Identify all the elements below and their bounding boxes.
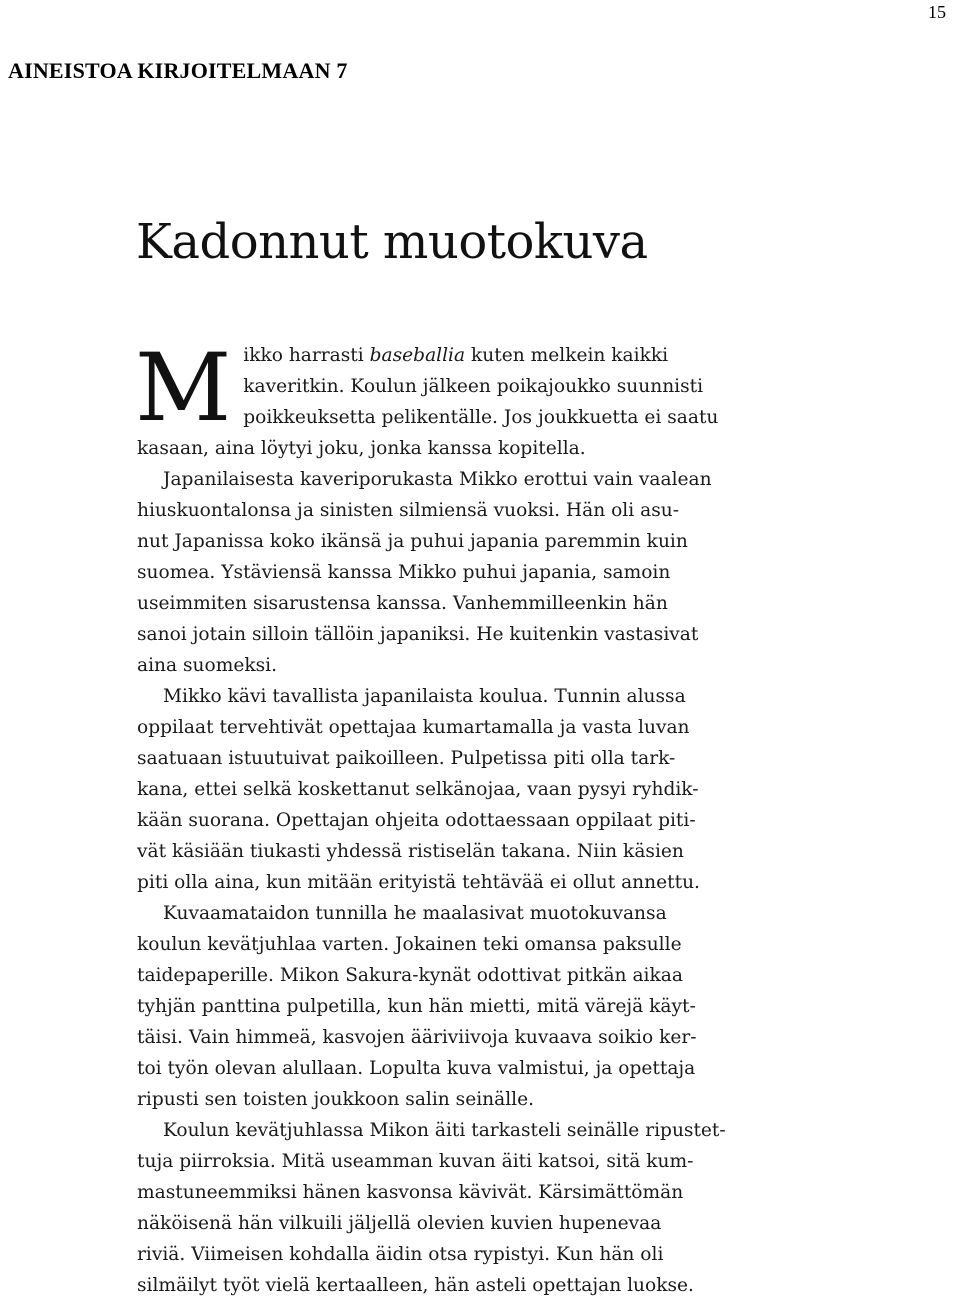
text-line: suomea. Ystäviensä kanssa Mikko puhui japania, samoin [137, 562, 671, 583]
text-line: Kuvaamataidon tunnilla he maalasivat muotokuvansa [163, 903, 667, 924]
text-line: piti olla aina, kun mitään erityistä tehtävää ei ollut annettu. [137, 872, 700, 893]
text-line: näköisenä hän vilkuili jäljellä olevien kuvien hupenevaa [137, 1213, 662, 1234]
text-line: taidepaperille. Mikon Sakura-kynät odottivat pitkän aikaa [137, 965, 683, 986]
text-line: sanoi jotain silloin tällöin japaniksi. He kuitenkin vastasivat [137, 624, 699, 645]
paragraph-1 [135, 334, 787, 464]
text-line: saatuaan istuutuivat paikoilleen. Pulpetissa piti olla tark- [137, 748, 676, 769]
paragraph-2 [137, 464, 787, 681]
text-line: kasaan, aina löytyi joku, jonka kanssa kopitella. [137, 438, 586, 459]
paragraph-4 [137, 898, 787, 1115]
text-line: tyhjän panttina pulpetilla, kun hän mietti, mitä värejä käyt- [137, 996, 696, 1017]
text-line: kään suorana. Opettajan ohjeita odottaessaan oppilaat piti- [137, 810, 696, 831]
text-line: oppilaat tervehtivät opettajaa kumartamalla ja vasta luvan [137, 717, 690, 738]
page-title: Kadonnut muotokuva [136, 214, 648, 270]
text-line: mastuneemmiksi hänen kasvonsa kävivät. Kärsimättömän [137, 1182, 684, 1203]
text-line: kaveritkin. Koulun jälkeen poikajoukko suunnisti [243, 376, 704, 397]
paragraph-5 [137, 1115, 787, 1301]
text-line: kana, ettei selkä koskettanut selkänojaa, vaan pysyi ryhdik- [137, 779, 699, 800]
page-number: 15 [928, 2, 946, 22]
text-line: vät käsiään tiukasti yhdessä ristiselän takana. Niin käsien [137, 841, 684, 862]
drop-cap: M [135, 334, 232, 443]
text-line: Koulun kevätjuhlassa Mikon äiti tarkasteli seinälle ripustet- [163, 1120, 726, 1141]
section-label: AINEISTOA KIRJOITELMAAN 7 [8, 58, 348, 83]
paragraph-3 [137, 681, 787, 898]
text-line: koulun kevätjuhlaa varten. Jokainen teki omansa paksulle [137, 934, 682, 955]
text-line: nut Japanissa koko ikänsä ja puhui japania paremmin kuin [137, 531, 688, 552]
text-line: aina suomeksi. [137, 655, 278, 676]
text-line: riviä. Viimeisen kohdalla äidin otsa rypistyi. Kun hän oli [137, 1244, 664, 1265]
text-line: toi työn olevan alullaan. Lopulta kuva valmistui, ja opettaja [137, 1058, 696, 1079]
text-line: ripusti sen toisten joukkoon salin seinälle. [137, 1089, 535, 1110]
article-body [135, 334, 787, 1301]
text-line: Mikko kävi tavallista japanilaista koulua. Tunnin alussa [163, 686, 686, 707]
emphasis-word: baseballia [369, 345, 466, 366]
text-line: Japanilaisesta kaveriporukasta Mikko erottui vain vaalean [163, 469, 712, 490]
text-line: täisi. Vain himmeä, kasvojen ääriviivoja kuvaava soikio ker- [137, 1027, 697, 1048]
text-line: poikkeuksetta pelikentälle. Jos joukkuetta ei saatu [243, 407, 719, 428]
text-line: ikko harrasti baseballia kuten melkein kaikki [243, 345, 669, 366]
text-line: silmäilyt työt vielä kertaalleen, hän asteli opettajan luokse. [137, 1275, 694, 1296]
text-line: tuja piirroksia. Mitä useamman kuvan äiti katsoi, sitä kum- [137, 1151, 694, 1172]
text-line: hiuskuontalonsa ja sinisten silmiensä vuoksi. Hän oli asu- [137, 500, 679, 521]
text-line: useimmiten sisarustensa kanssa. Vanhemmilleenkin hän [137, 593, 668, 614]
